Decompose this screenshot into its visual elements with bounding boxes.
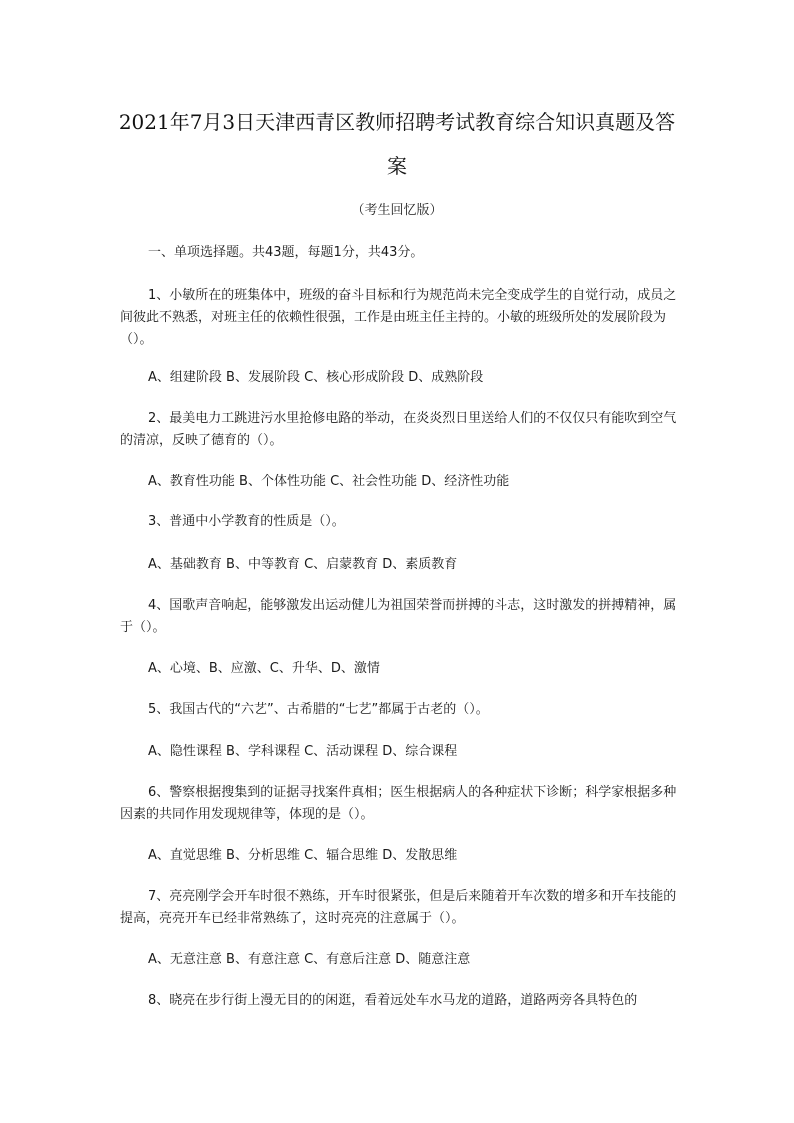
- question-6: 6、警察根据搜集到的证据寻找案件真相；医生根据病人的各种症状下诊断；科学家根据多种因素的共同作用发现规律等，体现的是（）。: [120, 785, 677, 822]
- options-5: A、隐性课程 B、学科课程 C、活动课程 D、综合课程: [148, 744, 458, 759]
- question-7: 7、亮亮刚学会开车时很不熟练，开车时很紧张，但是后来随着开车次数的增多和开车技能的提高，亮亮开车已经非常熟练了，这时亮亮的注意属于（）。: [120, 889, 677, 926]
- question-2: 2、最美电力工跳进污水里抢修电路的举动，在炎炎烈日里送给人们的不仅仅只有能吹到空气的清凉，反映了德育的（）。: [120, 411, 677, 448]
- options-7: A、无意注意 B、有意注意 C、有意后注意 D、随意注意: [148, 952, 471, 967]
- question-5: 5、我国古代的“六艺”、古希腊的“七艺”都属于古老的（）。: [148, 702, 489, 717]
- section-heading: 一、单项选择题。共43题，每题1分，共43分。: [148, 245, 424, 260]
- question-4: 4、国歌声音响起，能够激发出运动健儿为祖国荣誉而拼搏的斗志，这时激发的拼搏精神，属于（）。: [120, 598, 677, 635]
- question-1: 1、小敏所在的班集体中，班级的奋斗目标和行为规范尚未完全变成学生的自觉行动，成员之间彼此不熟悉，对班主任的依赖性很强，工作是由班主任主持的。小敏的班级所处的发展阶段为（）。: [120, 288, 677, 347]
- question-3: 3、普通中小学教育的性质是（）。: [148, 514, 345, 529]
- question-8: 8、晓亮在步行街上漫无目的的闲逛，看着远处车水马龙的道路，道路两旁各具特色的: [148, 993, 638, 1008]
- options-1: A、组建阶段 B、发展阶段 C、核心形成阶段 D、成熟阶段: [148, 370, 484, 385]
- options-4: A、心境、B、应激、C、升华、D、激情: [148, 661, 380, 676]
- document-subtitle: （考生回忆版）: [351, 203, 443, 218]
- options-2: A、教育性功能 B、个体性功能 C、社会性功能 D、经济性功能: [148, 474, 510, 489]
- document-title: 2021年7月3日天津西青区教师招聘考试教育综合知识真题及答案: [118, 110, 676, 178]
- options-3: A、基础教育 B、中等教育 C、启蒙教育 D、素质教育: [148, 557, 458, 572]
- options-6: A、直觉思维 B、分析思维 C、辐合思维 D、发散思维: [148, 848, 458, 863]
